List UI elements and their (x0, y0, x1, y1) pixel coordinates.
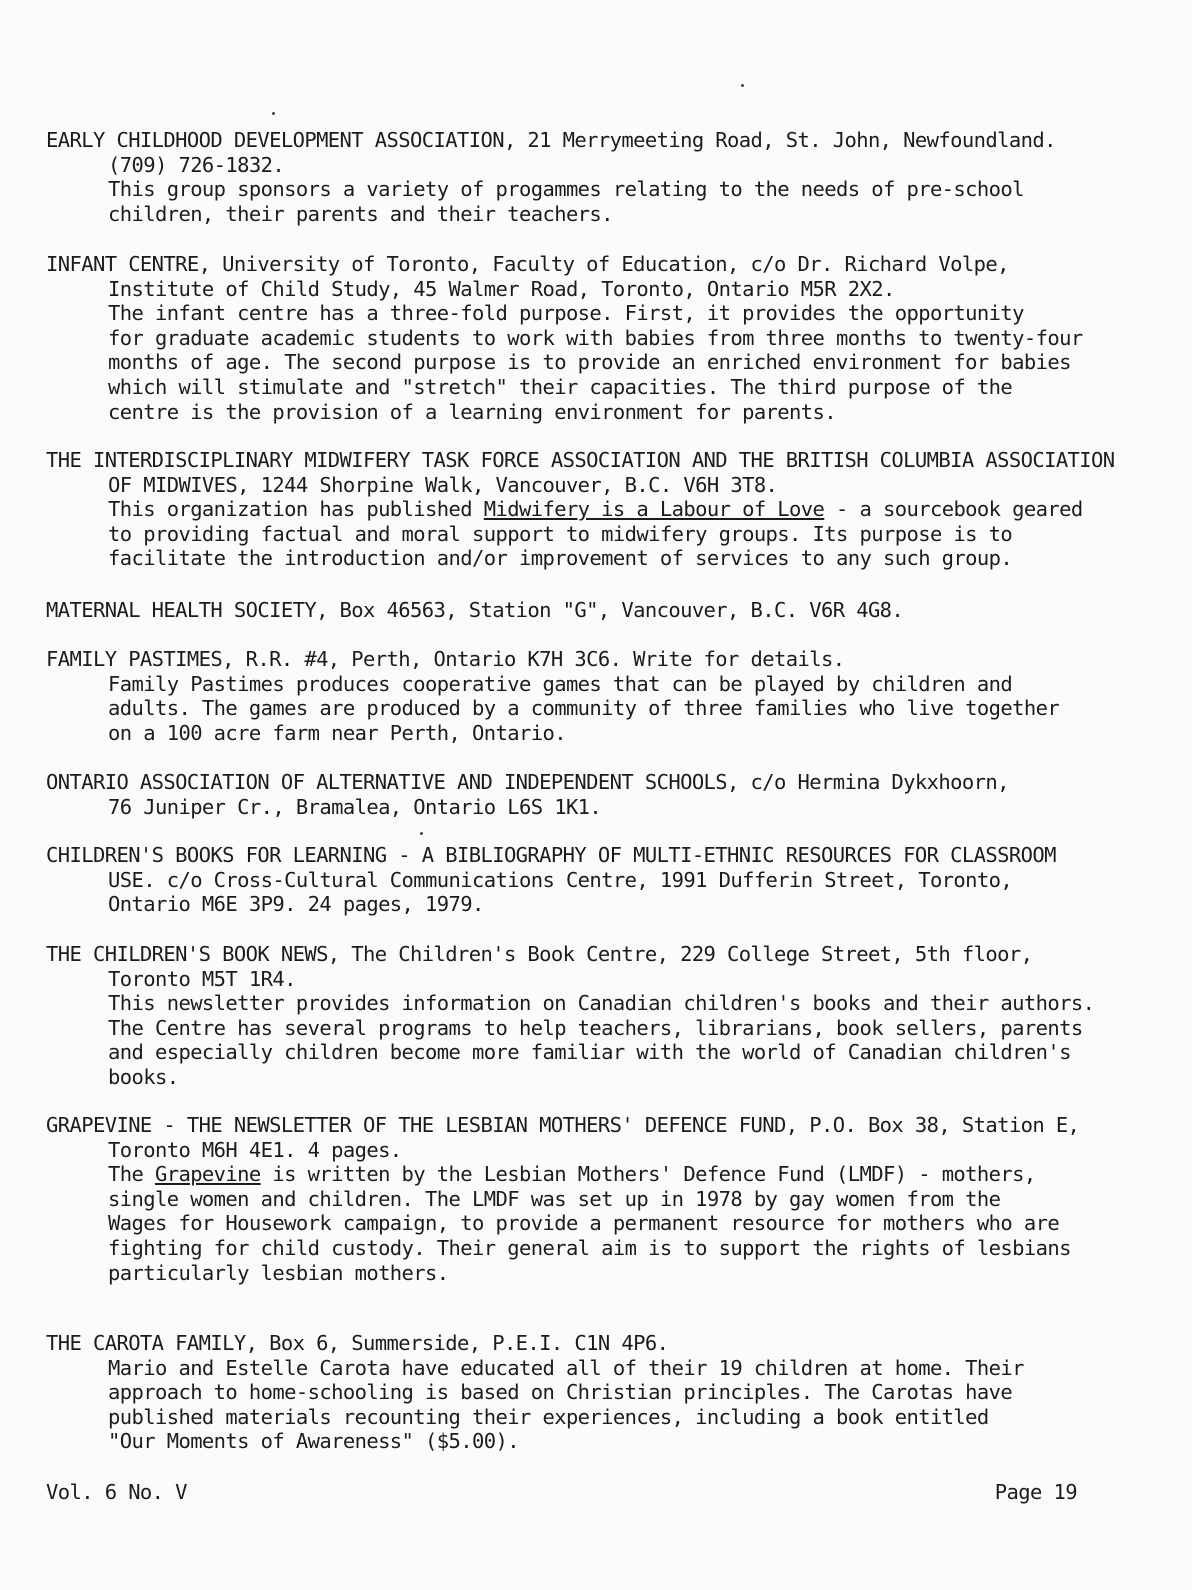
entry-line: to providing factual and moral support to midwifery groups. Its purpose is to (108, 521, 1013, 546)
entry-heading: MATERNAL HEALTH SOCIETY, Box 46563, Station "G", Vancouver, B.C. V6R 4G8. (46, 598, 904, 622)
entry-line: children, their parents and their teachers. (108, 201, 613, 226)
entry-line: books. (108, 1064, 179, 1089)
entry-heading: THE CHILDREN'S BOOK NEWS, The Children's Book Centre, 229 College Street, 5th floor, (46, 942, 1033, 966)
entry-line: facilitate the introduction and/or improvement of services to any such group. (108, 546, 1013, 571)
directory-entry (46, 448, 1156, 571)
entry-line: OF MIDWIVES, 1244 Shorpine Walk, Vancouver, B.C. V6H 3T8. (108, 472, 778, 497)
entry-heading: EARLY CHILDHOOD DEVELOPMENT ASSOCIATION, 21 Merrymeeting Road, St. John, Newfoundland. (46, 128, 1056, 152)
entry-line: approach to home-schooling is based on Christian principles. The Carotas have (108, 1380, 1013, 1405)
entry-text: This organization has published (108, 497, 484, 522)
directory-entry (46, 843, 1156, 917)
entry-line: The Centre has several programs to help teachers, librarians, book sellers, parents (108, 1015, 1083, 1040)
entry-line: particularly lesbian mothers. (108, 1260, 449, 1285)
entry-line: Wages for Housework campaign, to provide a permanent resource for mothers who are (108, 1211, 1060, 1236)
entry-line: 76 Juniper Cr., Bramalea, Ontario L6S 1K1. (108, 794, 602, 819)
entry-line: USE. c/o Cross-Cultural Communications Centre, 1991 Dufferin Street, Toronto, (108, 867, 1013, 892)
entry-line: Family Pastimes produces cooperative games that can be played by children and (108, 671, 1013, 696)
entry-line: This newsletter provides information on Canadian children's books and their authors. (108, 991, 1095, 1016)
entry-line: fighting for child custody. Their general aim is to support the rights of lesbians (108, 1235, 1071, 1260)
directory-entry (46, 942, 1156, 1090)
scan-speck (272, 112, 275, 115)
entry-text: The (108, 1162, 155, 1187)
entry-heading: FAMILY PASTIMES, R.R. #4, Perth, Ontario K7H 3C6. Write for details. (46, 647, 845, 671)
directory-entry (46, 770, 1156, 819)
directory-entry (46, 252, 1156, 424)
entry-line: months of age. The second purpose is to provide an enriched environment for babies (108, 350, 1071, 375)
entry-heading: GRAPEVINE - THE NEWSLETTER OF THE LESBIAN MOTHERS' DEFENCE FUND, P.O. Box 38, Station E, (46, 1113, 1080, 1137)
entry-line: The infant centre has a three-fold purpose. First, it provides the opportunity (108, 301, 1024, 326)
directory-entry (46, 128, 1156, 226)
entry-line: Institute of Child Study, 45 Walmer Road, Toronto, Ontario M5R 2X2. (108, 276, 895, 301)
book-title: Midwifery is a Labour of Love (483, 497, 825, 522)
scan-speck (420, 832, 423, 835)
entry-line: Toronto M5T 1R4. (108, 966, 296, 991)
directory-entry (46, 1331, 1156, 1454)
newsletter-title: Grapevine (154, 1162, 261, 1187)
directory-entry (46, 1113, 1156, 1285)
volume-number: Vol. 6 No. V (46, 1480, 187, 1504)
entry-line: Mario and Estelle Carota have educated all of their 19 children at home. Their (108, 1355, 1024, 1380)
scan-speck (741, 84, 744, 87)
entry-line: adults. The games are produced by a community of three families who live together (108, 696, 1060, 721)
entry-line: Ontario M6E 3P9. 24 pages, 1979. (108, 892, 484, 917)
entry-line: Toronto M6H 4E1. 4 pages. (108, 1137, 402, 1162)
entry-heading: THE CAROTA FAMILY, Box 6, Summerside, P.E.I. C1N 4P6. (46, 1331, 669, 1355)
entry-heading: ONTARIO ASSOCIATION OF ALTERNATIVE AND INDEPENDENT SCHOOLS, c/o Hermina Dykxhoorn, (46, 770, 1009, 794)
entry-line: single women and children. The LMDF was set up in 1978 by gay women from the (108, 1186, 1001, 1211)
entry-line (46, 1162, 1156, 1187)
directory-entry (46, 647, 1156, 745)
entry-text: - a sourcebook geared (824, 497, 1083, 522)
entry-line (46, 497, 1156, 522)
entry-heading: CHILDREN'S BOOKS FOR LEARNING - A BIBLIOGRAPHY OF MULTI-ETHNIC RESOURCES FOR CLASSROOM (46, 843, 1056, 867)
entry-line: for graduate academic students to work with babies from three months to twenty-four (108, 325, 1083, 350)
entry-line: published materials recounting their experiences, including a book entitled (108, 1404, 989, 1429)
entry-line: on a 100 acre farm near Perth, Ontario. (108, 720, 566, 745)
directory-entry (46, 598, 1156, 623)
entry-heading: THE INTERDISCIPLINARY MIDWIFERY TASK FORCE ASSOCIATION AND THE BRITISH COLUMBIA ASSOCIATION (46, 448, 1115, 472)
entry-heading: INFANT CENTRE, University of Toronto, Faculty of Education, c/o Dr. Richard Volpe, (46, 252, 1009, 276)
entry-line: which will stimulate and "stretch" their capacities. The third purpose of the (108, 374, 1013, 399)
entry-text: is written by the Lesbian Mothers' Defence Fund (LMDF) - mothers, (260, 1162, 1036, 1187)
entry-line: and especially children become more familiar with the world of Canadian children's (108, 1040, 1071, 1065)
entry-line: (709) 726-1832. (108, 152, 285, 177)
entry-line: centre is the provision of a learning environment for parents. (108, 399, 837, 424)
entry-line: "Our Moments of Awareness" ($5.00). (108, 1429, 519, 1454)
page-number: Page 19 (994, 1480, 1077, 1504)
entry-line: This group sponsors a variety of progammes relating to the needs of pre-school (108, 177, 1024, 202)
